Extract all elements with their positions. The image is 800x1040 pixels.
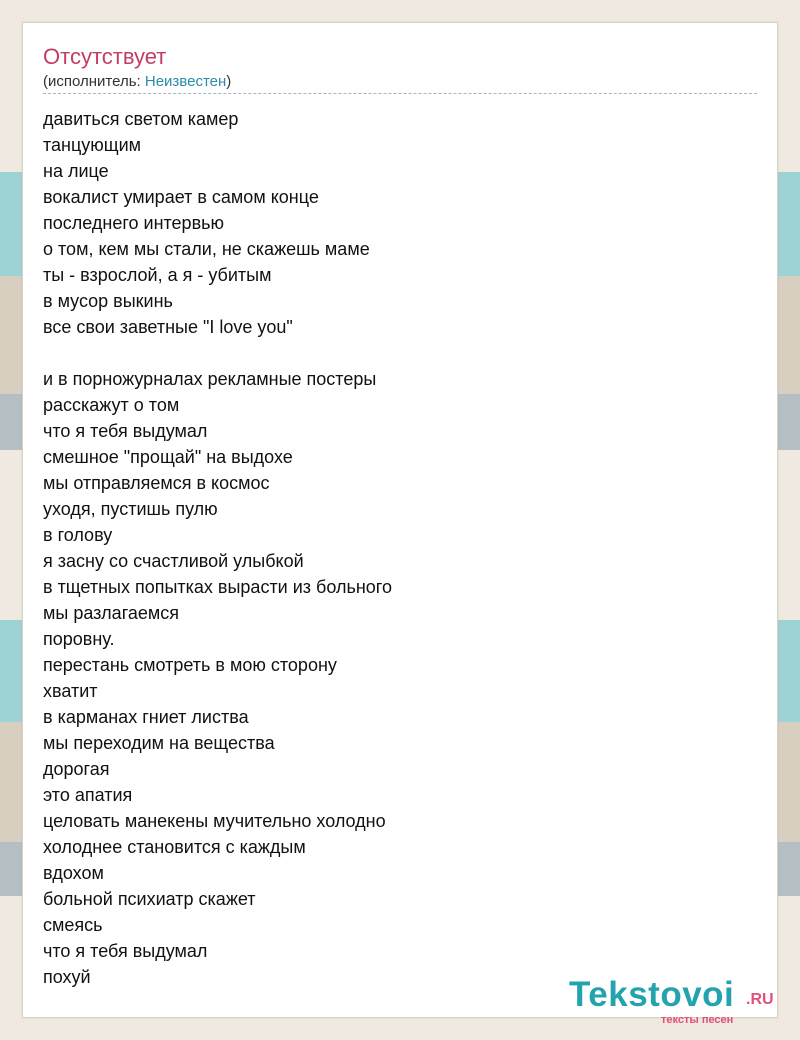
lyric-line: все свои заветные "I love you" bbox=[43, 317, 293, 337]
song-title: Отсутствует bbox=[43, 44, 167, 69]
lyric-line: я засну со счастливой улыбкой bbox=[43, 551, 304, 571]
lyric-line: мы переходим на вещества bbox=[43, 733, 275, 753]
lyric-line: на лице bbox=[43, 161, 109, 181]
lyric-line: уходя, пустишь пулю bbox=[43, 499, 218, 519]
lyric-line: в голову bbox=[43, 525, 113, 545]
performer-line bbox=[43, 72, 231, 92]
logo-wordmark: Tekstovoi bbox=[569, 975, 735, 1014]
lyric-line: в мусор выкинь bbox=[43, 291, 173, 311]
lyric-line: перестань смотреть в мою сторону bbox=[43, 655, 337, 675]
lyric-line: вокалист умирает в самом конце bbox=[43, 187, 319, 207]
lyric-line: расскажут о том bbox=[43, 395, 180, 415]
lyric-line: это апатия bbox=[43, 785, 133, 805]
lyric-line: мы разлагаемся bbox=[43, 603, 180, 623]
lyric-line: давиться светом камер bbox=[43, 109, 239, 129]
lyric-line: ты - взрослой, а я - убитым bbox=[43, 265, 272, 285]
lyrics-card bbox=[22, 22, 778, 1026]
lyric-line: в карманах гниет листва bbox=[43, 707, 249, 727]
lyric-line: что я тебя выдумал bbox=[43, 941, 208, 961]
performer-prefix: (исполнитель: bbox=[43, 73, 145, 90]
lyric-line bbox=[43, 340, 743, 366]
lyric-line: в тщетных попытках вырасти из больного bbox=[43, 577, 392, 597]
performer-suffix: ) bbox=[226, 73, 232, 90]
lyric-line: хватит bbox=[43, 681, 98, 701]
lyric-line: смешное "прощай" на выдохе bbox=[43, 447, 293, 467]
lyric-line: мы отправляемся в космос bbox=[43, 473, 270, 493]
lyrics-text bbox=[43, 106, 743, 990]
lyric-line: больной психиатр скажет bbox=[43, 889, 256, 909]
lyric-line: и в порножурналах рекламные постеры bbox=[43, 369, 377, 389]
lyric-line: танцующим bbox=[43, 135, 142, 155]
lyric-line: смеясь bbox=[43, 915, 103, 935]
artist-link[interactable]: Неизвестен bbox=[144, 73, 227, 90]
header-divider bbox=[43, 93, 757, 94]
logo-domain: .RU bbox=[746, 991, 774, 1008]
lyric-line: холоднее становится с каждым bbox=[43, 837, 306, 857]
logo-tagline: тексты песен bbox=[661, 1014, 734, 1026]
lyric-line: вдохом bbox=[43, 863, 104, 883]
tekstovoi-logo[interactable] bbox=[569, 975, 779, 1025]
lyric-line: последнего интервью bbox=[43, 213, 225, 233]
lyric-line: целовать манекены мучительно холодно bbox=[43, 811, 386, 831]
lyric-line: поровну. bbox=[43, 629, 115, 649]
lyric-line: что я тебя выдумал bbox=[43, 421, 208, 441]
lyric-line: дорогая bbox=[43, 759, 110, 779]
lyric-line: похуй bbox=[43, 967, 91, 987]
lyric-line: о том, кем мы стали, не скажешь маме bbox=[43, 239, 370, 259]
